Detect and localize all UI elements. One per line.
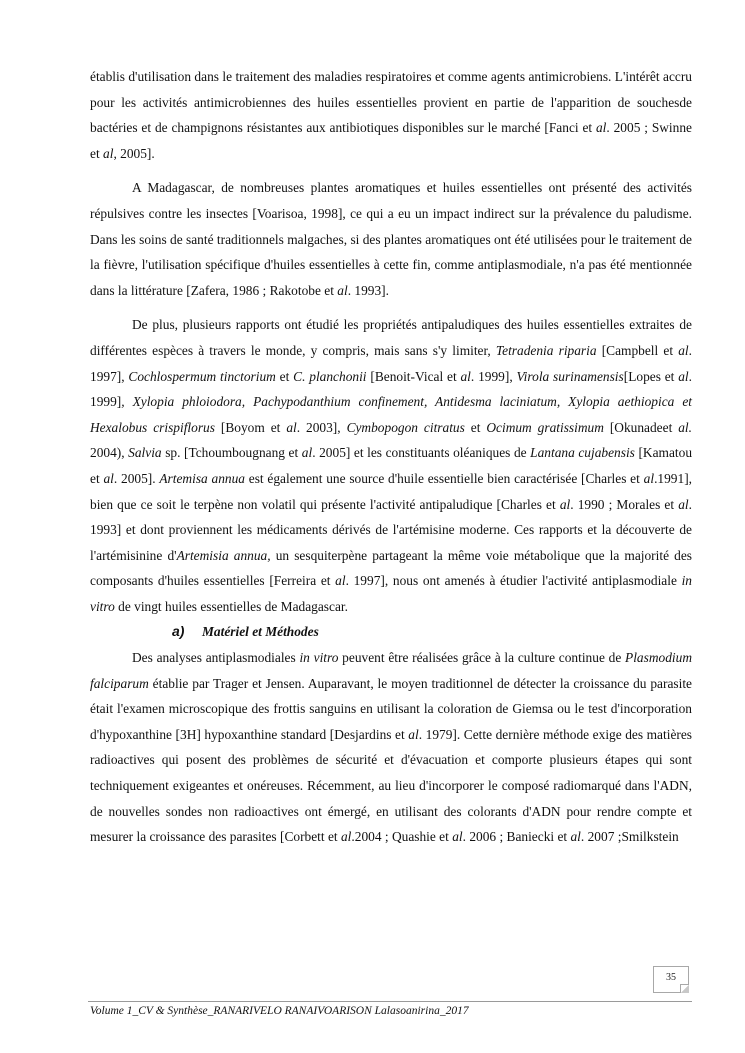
italic-run: Plasmodium falciparum — [90, 650, 692, 691]
footer-divider — [88, 1001, 692, 1002]
italic-run: al — [103, 145, 114, 161]
text-run: un sesquiterpène partageant la même voie métabolique que la majorité des composants d'huiles essentielles [Ferreira et — [90, 547, 692, 589]
text-run: de vingt huiles essentielles de Madagascar. — [114, 598, 348, 614]
text-run: établis d'utilisation dans le traitement des maladies respiratoires et comme agents antimicrobiens. L'intérêt accru pour les activités antimicrobiennes des huiles essentielles provient en partie de l'apparition de souchesde bactéries et de champignons résistantes aux antibiotiques disponibles sur le marché [Fanci et — [90, 69, 692, 136]
text-run: . 2007 ;Smilkstein — [580, 829, 679, 845]
italic-run: in vitro — [299, 650, 339, 666]
text-run: . 1990 ; Morales et — [570, 496, 679, 512]
italic-run: al — [678, 342, 689, 358]
italic-run: al — [643, 470, 655, 486]
italic-run: al. — [678, 419, 692, 435]
text-run: [Lopes et — [623, 368, 679, 384]
text-run: [Boyom et — [214, 419, 287, 435]
italic-run: Cochlospermum tinctorium — [128, 368, 276, 384]
text-run: . 2005]. — [113, 470, 160, 486]
italic-run: al — [337, 282, 348, 298]
text-run: De plus, plusieurs rapports ont étudié les propriétés antipaludiques des huiles essentielles extraites de différentes espèces à travers le monde, y compris, mais sans s'y limiter, — [90, 317, 692, 358]
italic-run: Cymbopogon citratus — [346, 419, 465, 435]
italic-run: Artemisia annua, — [176, 547, 271, 563]
paragraph-1 — [90, 64, 692, 166]
text-run: est également une source d'huile essentielle bien caractérisée [Charles et — [244, 470, 644, 486]
italic-run: al — [286, 419, 297, 435]
italic-run: al — [460, 368, 471, 384]
italic-run: , Xylopia phloiodora, Pachypodanthium confinement, Antidesma laciniatum, Xylopia aethiopica et Hexalobus crispiflorus — [90, 394, 692, 435]
italic-run: al — [452, 829, 463, 845]
text-run: . 1997], nous ont amenés à étudier l'activité antiplasmodiale — [345, 573, 682, 589]
text-run: [Campbell et — [596, 342, 679, 358]
italic-run: al — [678, 368, 689, 384]
italic-run: Virola surinamensis — [516, 368, 624, 384]
italic-run: al — [678, 496, 689, 512]
text-run: établie par Trager et Jensen. Auparavant, le moyen traditionnel de détecter la croissance du parasite était l'examen microscopique des frottis sanguins en utilisant la coloration de Giemsa ou le test d'incorporation d'hypoxanthine [3H] hypoxanthine standard [Desjardins et — [90, 675, 692, 742]
text-run: . 2005] et les constituants oléaniques de — [312, 445, 531, 461]
footer-text: Volume 1_CV & Synthèse_RANARIVELO RANAIVOARISON Lalasoanirina_2017 — [90, 1005, 469, 1017]
italic-run: al — [340, 829, 352, 845]
text-run: [Kamatou et — [90, 445, 693, 486]
text-run: . 1997], — [90, 342, 692, 384]
text-run: . 1979]. Cette dernière méthode exige des matières radioactives qui posent des problèmes de sécurité et d'évacuation et comporte plusieurs étapes qui sont techniquement exigeantes et onéreuses. Récemment, au lieu d'incorporer le composé radiomarqué dans l'ADN, de nouvelles sondes non radioactives ont émergé, en utilisant des colorants d'ADN pour rendre compte et mesurer la croissance des parasites [Corbett et — [90, 726, 693, 845]
text-run: . 1999], — [470, 368, 517, 384]
italic-run: al — [335, 573, 346, 589]
text-run: . 2003], — [296, 419, 347, 435]
italic-run: Lantana cujabensis — [530, 445, 635, 461]
italic-run: Tetradenia riparia — [495, 342, 597, 358]
text-run: sp. [Tchoumbougnang et — [161, 445, 302, 461]
page-number-box — [653, 966, 689, 993]
text-run: . 1993] et dont proviennent les médicaments dérivés de l'artémisine moderne. Ces rapports et la découverte de l'artémisinine d' — [90, 496, 692, 563]
italic-run: Artemisa annua — [159, 470, 245, 486]
text-run: , 2005]. — [113, 145, 155, 161]
text-run: . 2005 ; Swinne et — [90, 120, 692, 161]
text-run: A Madagascar, de nombreuses plantes aromatiques et huiles essentielles ont présenté des activités répulsives contre les insectes [Voarisoa, 1998], ce qui a eu un impact indirect sur la prévalence du paludisme. Dans les soins de santé traditionnels malgaches, si des plantes aromatiques ont été utilisées pour le traitement de la fièvre, l'utilisation spécifique d'huiles essentielles à cette fin, comme antiplasmodiale, n'a pas été mentionnée dans la littérature [Zafera, 1986 ; Rakotobe et — [90, 180, 692, 298]
text-run: [Okunadeet — [603, 419, 679, 435]
italic-run: al — [103, 470, 114, 486]
italic-run: al — [559, 496, 571, 512]
text-run: 2004), — [90, 445, 129, 461]
text-run: . 1993]. — [347, 282, 389, 298]
page-number: 35 — [666, 972, 676, 983]
section-heading-letter: a) — [172, 623, 185, 640]
page-corner-fold — [680, 984, 689, 993]
italic-run: C. planchonii — [293, 368, 367, 384]
text-run: .2004 ; Quashie et — [351, 829, 453, 845]
section-heading-title: Matériel et Méthodes — [202, 624, 319, 640]
italic-run: al — [301, 445, 313, 461]
italic-run: al — [408, 726, 419, 742]
text-run: [Benoit-Vical et — [366, 368, 461, 384]
text-run: . 1999] — [90, 368, 693, 410]
paragraph-2 — [90, 175, 692, 303]
paragraph-3 — [90, 312, 692, 619]
text-run: . 2006 ; Baniecki et — [462, 829, 571, 845]
italic-run: Salvia — [128, 445, 162, 461]
italic-run: Ocimum gratissimum — [486, 419, 604, 435]
text-run: .1991], bien que ce soit le terpène non volatil qui présente l'activité antipaludique [Charles et — [90, 470, 692, 512]
text-run: Des analyses antiplasmodiales — [132, 650, 300, 666]
page-body — [90, 64, 692, 850]
text-run: et — [275, 368, 294, 384]
paragraph-4 — [90, 645, 692, 850]
italic-run: in vitro — [90, 573, 692, 614]
italic-run: al — [570, 829, 581, 845]
italic-run: al — [595, 120, 607, 136]
text-run: peuvent être réalisées grâce à la culture continue de — [338, 650, 626, 666]
text-run: et — [464, 419, 487, 435]
section-heading — [172, 619, 692, 645]
